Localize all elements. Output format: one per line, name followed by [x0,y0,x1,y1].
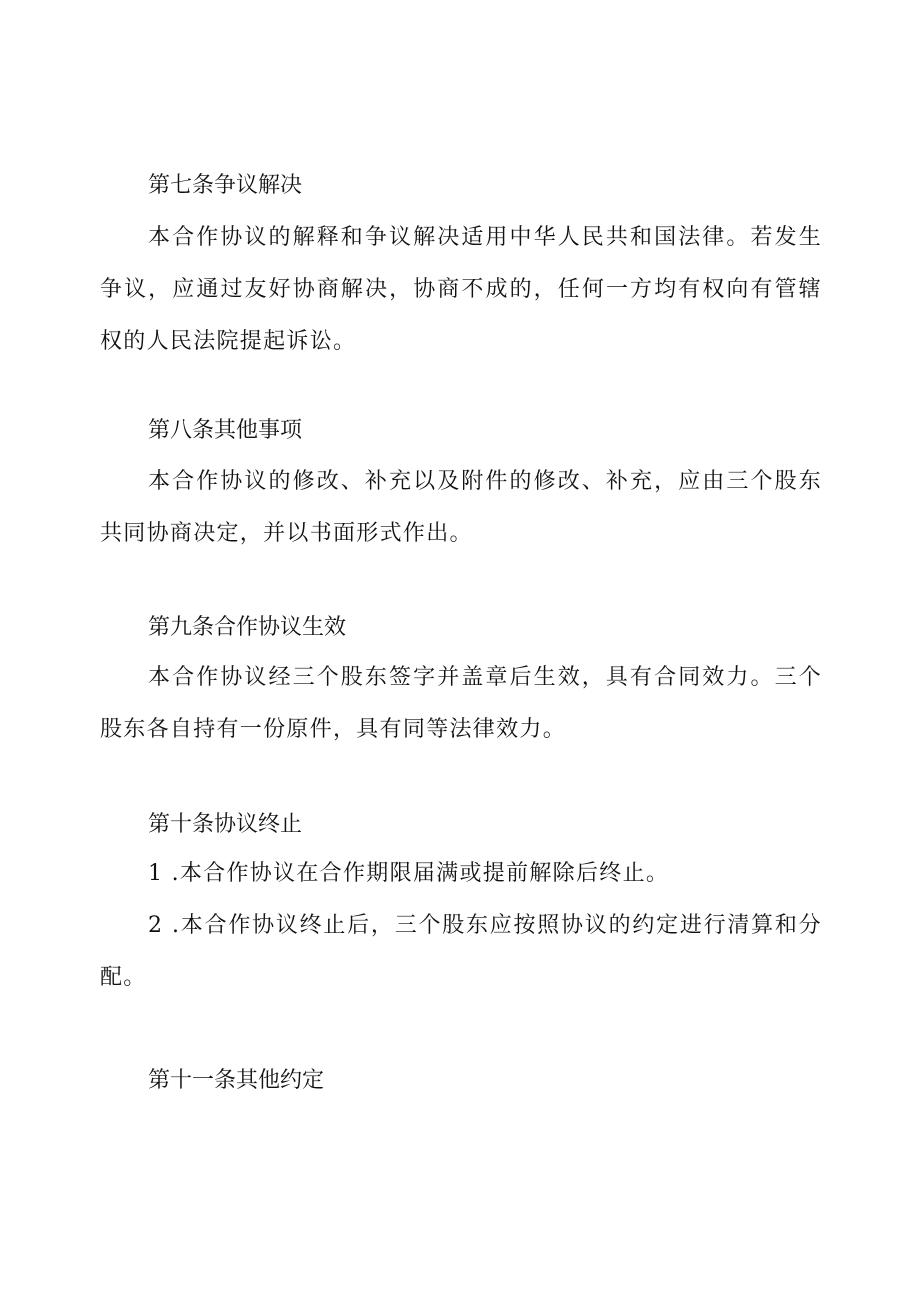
section-heading-article-9: 第九条合作协议生效 [148,615,347,640]
section-list-item-1: 1 .本合作协议在合作期限届满或提前解除后终止。 [148,861,670,886]
section-paragraph-article-9: 本合作协议经三个股东签字并盖章后生效，具有合同效力。三个股东各自持有一份原件，具有同等法律效力。 [100,665,822,742]
section-heading-article-11: 第十一条其他约定 [148,1068,325,1093]
section-heading-article-10: 第十条协议终止 [148,812,303,837]
section-heading-article-7: 第七条争议解决 [148,173,303,198]
section-paragraph-article-7: 本合作协议的解释和争议解决适用中华人民共和国法律。若发生争议，应通过友好协商解决，协商不成的，任何一方均有权向有管辖权的人民法院提起诉讼。 [100,225,822,354]
section-paragraph-article-8: 本合作协议的修改、补充以及附件的修改、补充，应由三个股东共同协商决定，并以书面形式作出。 [100,469,822,546]
section-heading-article-8: 第八条其他事项 [148,418,303,443]
section-list-item-2: 2 .本合作协议终止后，三个股东应按照协议的约定进行清算和分配。 [100,913,822,990]
